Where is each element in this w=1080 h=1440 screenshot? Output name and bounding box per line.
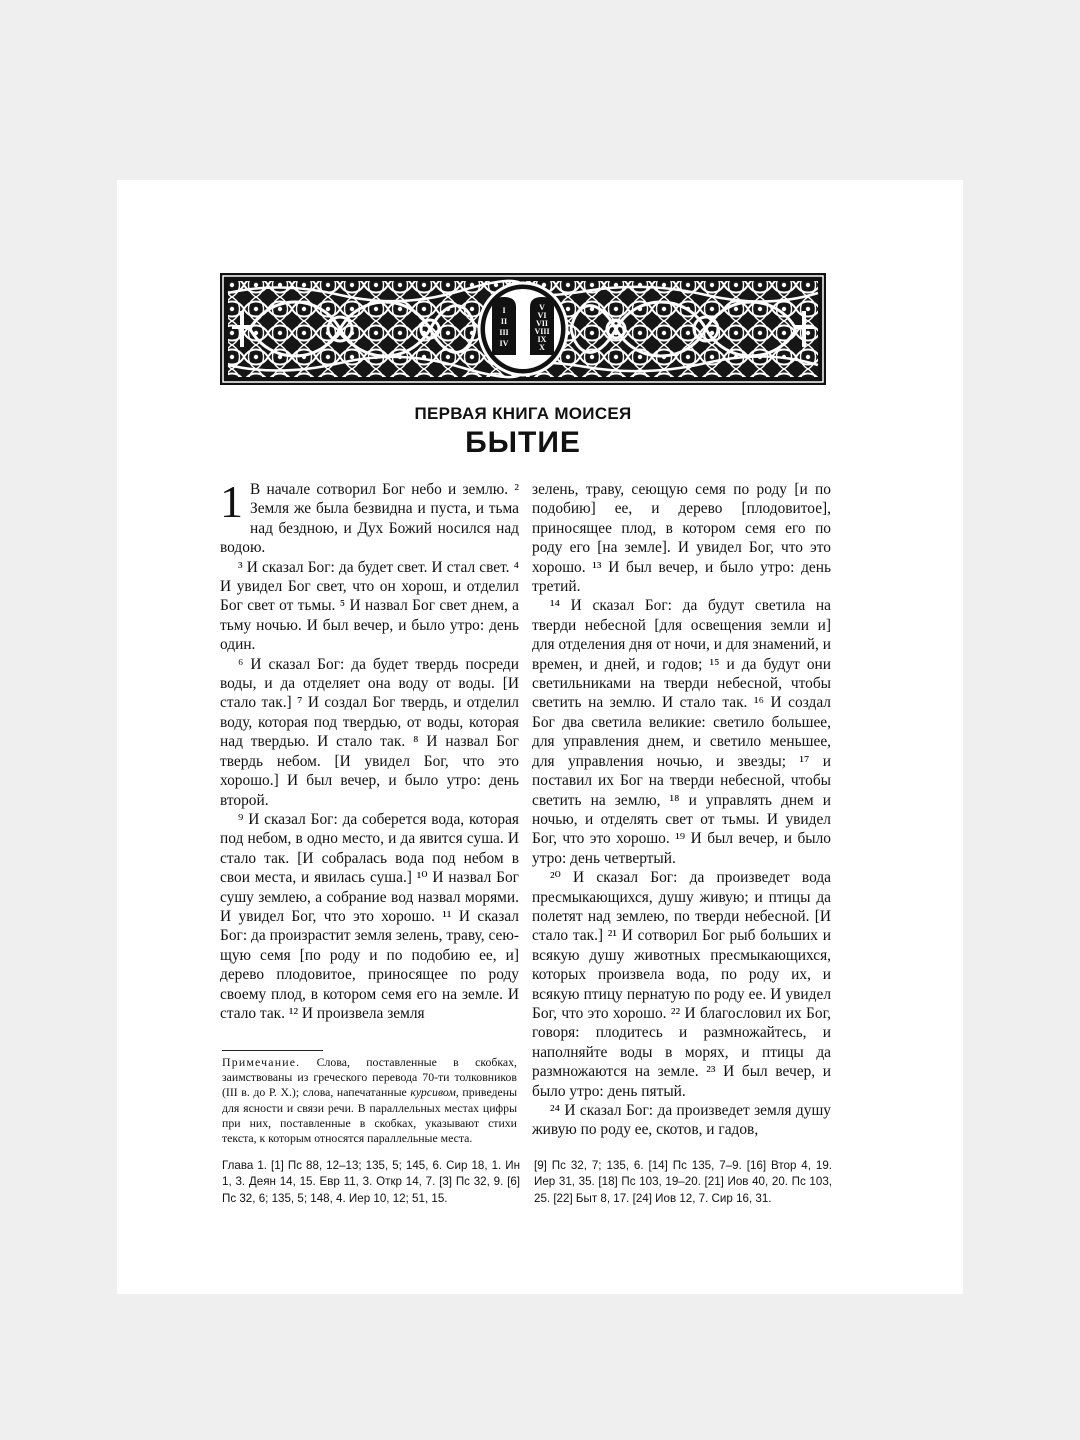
footnote: Примечание. Слова, поставленные в скобках, заимствованы из греческого перевода 70-ти толковников (III в. до Р. Х.); слова, напечатанные курсивом, приведены для ясности и связи речи. В параллельных местах цифры при них, поставленные в скобках, указывают стихи текста, к которым относятся параллельные места. [222,1055,517,1146]
svg-text:I: I [502,306,506,315]
text-column-right [532,480,831,1140]
verse-paragraph: ¹⁴ И сказал Бог: да будут светила на тверди небесной [для освещения земли и] для отделения дня от ночи, и для знамений, и времен, и дней, и годов; ¹⁵ и да будут они светильниками на тверди небесной, чтобы светить на землю. И стало так. ¹⁶ И создал Бог два светила великие: светило большее, для управления днем, и светило меньшее, для управления ночью, и звезды; ¹⁷ и поставил их Бог на тверди небесной, чтобы светить на землю, ¹⁸ и управлять днем и ночью, и отделять свет от тьмы. И увидел Бог, что это хорошо. ¹⁹ И был вечер, и было утро: день четвертый. [532,597,831,867]
ornamental-headpiece [220,273,826,385]
book-title: БЫТИЕ [465,426,581,459]
svg-text:II: II [500,317,508,326]
svg-text:IX: IX [537,335,547,344]
svg-text:IV: IV [499,339,509,348]
svg-text:VII: VII [535,319,549,328]
svg-text:VIII: VIII [534,327,550,336]
verse-paragraph: ⁹ И сказал Бог: да соберется вода, которая под небом, в одно место, и да явится суша. И стало так. [И собралась вода под небом в свои места, и явилась суша.] ¹⁰ И назвал Бог сушу землею, а собрание вод назвал морями. И увидел Бог, что это хорошо. ¹¹ И сказал Бог: да произрастит земля зелень, траву, сеющую семя [по роду и по подобию ее, и] дерево плодовитое, приносящее по роду своему плод, в котором семя его на земле. И стало так. ¹² И произвела земля [220,810,519,1022]
footnote-divider [222,1050,323,1051]
svg-text:V: V [539,303,545,312]
svg-text:III: III [499,328,509,337]
parallel-references-left: Глава 1. [1] Пс 88, 12–13; 135, 5; 145, 6. Сир 18, 1. Ин 1, 3. Деян 14, 15. Евр 11, 3. Откр 14, 7. [3] Пс 32, 9. [6] Пс 32, 6; 135, 5; 148, 4. Иер 10, 12; 51, 15. [222,1159,520,1205]
parallel-references-right: [9] Пс 32, 7; 135, 6. [14] Пс 135, 7–9. [16] Втор 4, 19. Иер 31, 35. [18] Пс 103, 19–20. [21] Иов 40, 20. Пс 103, 25. [22] Быт 8, 17. [24] Иов 12, 7. Сир 16, 31. [534,1159,832,1205]
chapter-number: 1 [220,476,243,527]
verse-paragraph: ²⁴ И сказал Бог: да произведет земля душу живую по роду ее, скотов, и гадов, [532,1102,831,1139]
book-page [117,180,963,1294]
svg-text:X: X [539,343,545,352]
verse-paragraph: ³ И сказал Бог: да будет свет. И стал свет. ⁴ И увидел Бог свет, что он хорош, и отделил Бог свет от тьмы. ⁵ И назвал Бог свет днем, а тьму ночью. И был вечер, и было утро: день один. [220,558,519,654]
book-subtitle: ПЕРВАЯ КНИГА МОИСЕЯ [414,404,632,423]
footnote-lead: Примечание. [222,1055,301,1069]
text-column-left [220,476,519,1023]
verse-paragraph: ⁶ И сказал Бог: да будет твердь посреди воды, и да отделяет она воду от воды. [И стало так.] ⁷ И создал Бог твердь, и отделил воду, которая под твердью, от воды, которая над твердью. И стало так. ⁸ И назвал Бог твердь небом. [И увидел Бог, что это хорошо.] И был вечер, и было утро: день второй. [220,655,519,809]
verse-paragraph: 1 В начале сотворил Бог небо и землю. ² Земля же была безвидна и пуста, и тьма над бездною, и Дух Божий носился над водою. [220,476,519,557]
verse-paragraph: зелень, траву, сеющую семя по роду [и по подобию] ее, и дерево [плодовитое], приносящее плод, в котором семя его по роду его [на земле]. И увидел Бог, что это хорошо. ¹³ И был вечер, и было утро: день третий. [532,481,831,596]
verse-paragraph: ²⁰ И сказал Бог: да произведет вода пресмыкающихся, душу живую; и птицы да полетят над землею, по тверди небесной. [И стало так.] ²¹ И сотворил Бог рыб больших и всякую душу животных пресмыкающихся, которых произвела вода, по роду их, и всякую птицу пернатую по роду ее. И увидел Бог, что это хорошо. ²² И благословил их Бог, говоря: плодитесь и размножайтесь, и наполняйте воды в морях, и птицы да размножаются на земле. ²³ И был вечер, и было утро: день пятый. [532,869,831,1100]
svg-text:VI: VI [537,311,547,320]
